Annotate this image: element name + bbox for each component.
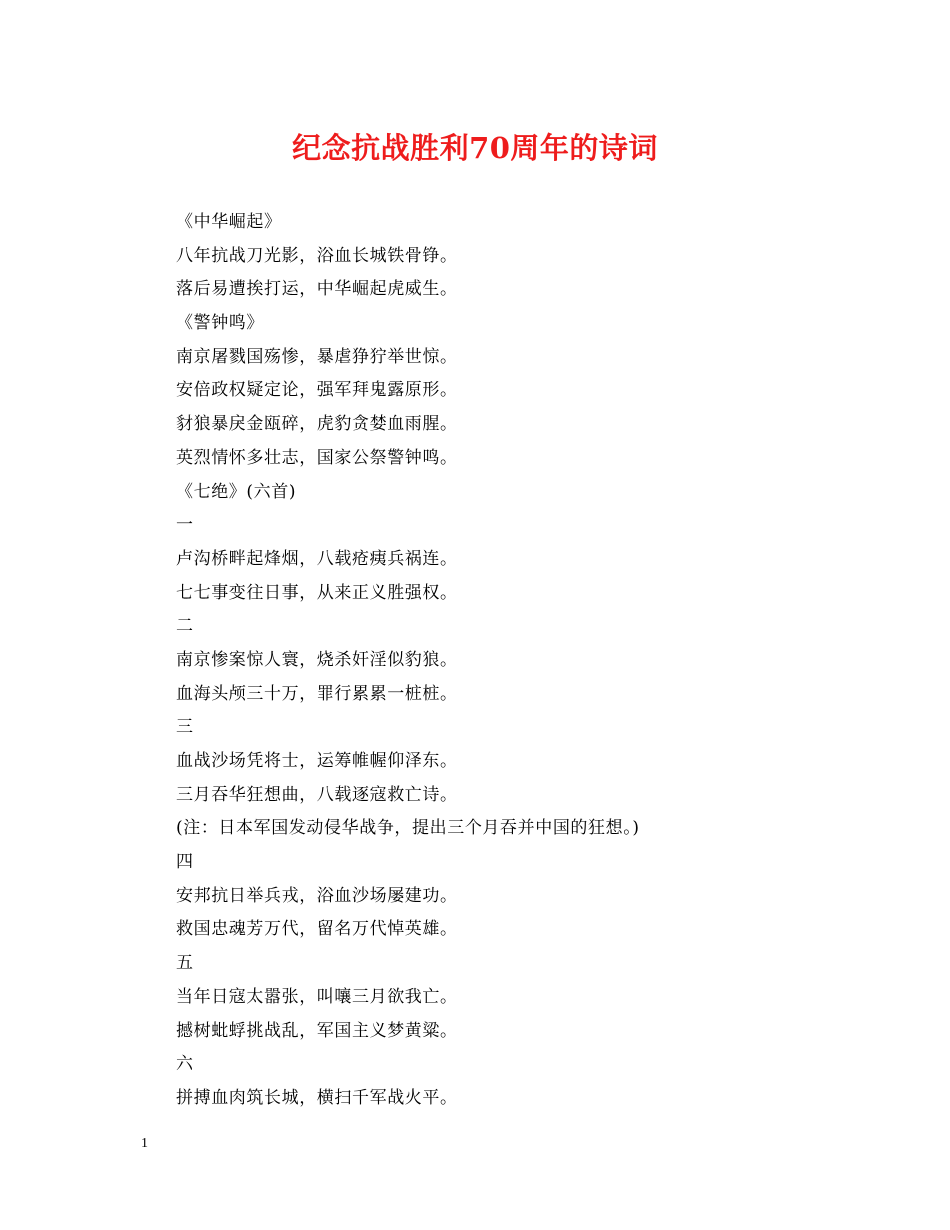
poem-line: 南京惨案惊人寰，烧杀奸淫似豹狼。 — [176, 649, 458, 670]
poem-heading-zhonghua-jueqi: 《中华崛起》 — [176, 212, 282, 232]
poem-line: 撼树蚍蜉挑战乱，军国主义梦黄粱。 — [176, 1020, 458, 1041]
poem-line: 豺狼暴戾金瓯碎，虎豹贪婪血雨腥。 — [176, 414, 458, 435]
poem-line: 安邦抗日举兵戎，浴血沙场屡建功。 — [176, 885, 458, 906]
poem-note: (注：日本军国发动侵华战争，提出三个月吞并中国的狂想。) — [176, 818, 640, 839]
poem-number: 二 — [176, 616, 194, 637]
poem-line: 当年日寇太嚣张，叫嚷三月欲我亡。 — [176, 986, 458, 1007]
poem-line: 安倍政权疑定论，强军拜鬼露原形。 — [176, 380, 458, 401]
poem-number: 一 — [176, 515, 194, 536]
poem-line: 血战沙场凭将士，运筹帷幄仰泽东。 — [176, 751, 458, 771]
poem-body — [176, 206, 876, 1116]
poem-line: 七七事变往日事，从来正义胜强权。 — [176, 582, 458, 603]
poem-line: 南京屠戮国殇惨，暴虐狰狞举世惊。 — [176, 346, 458, 367]
poem-line: 救国忠魂芳万代，留名万代悼英雄。 — [176, 919, 458, 940]
poem-line: 血海头颅三十万，罪行累累一桩桩。 — [176, 683, 458, 704]
poem-line: 八年抗战刀光影，浴血长城铁骨铮。 — [176, 245, 458, 266]
poem-number: 六 — [176, 1054, 194, 1075]
poem-line: 拼搏血肉筑长城，横扫千军战火平。 — [176, 1087, 458, 1108]
poem-heading-jingzhong-ming: 《警钟鸣》 — [176, 313, 264, 334]
poem-number: 三 — [176, 717, 194, 738]
page-number: 1 — [141, 1136, 148, 1151]
poem-heading-qijue: 《七绝》(六首) — [176, 481, 297, 502]
poem-line: 英烈情怀多壮志，国家公祭警钟鸣。 — [176, 447, 458, 468]
poem-line: 三月吞华狂想曲，八载逐寇救亡诗。 — [176, 784, 458, 805]
poem-line: 卢沟桥畔起烽烟，八载疮痍兵祸连。 — [176, 548, 458, 569]
poem-number: 五 — [176, 953, 194, 974]
document-title: 纪念抗战胜利70周年的诗词 — [292, 131, 658, 165]
poem-number: 四 — [176, 852, 194, 873]
poem-line: 落后易遭挨打运，中华崛起虎威生。 — [176, 279, 458, 300]
